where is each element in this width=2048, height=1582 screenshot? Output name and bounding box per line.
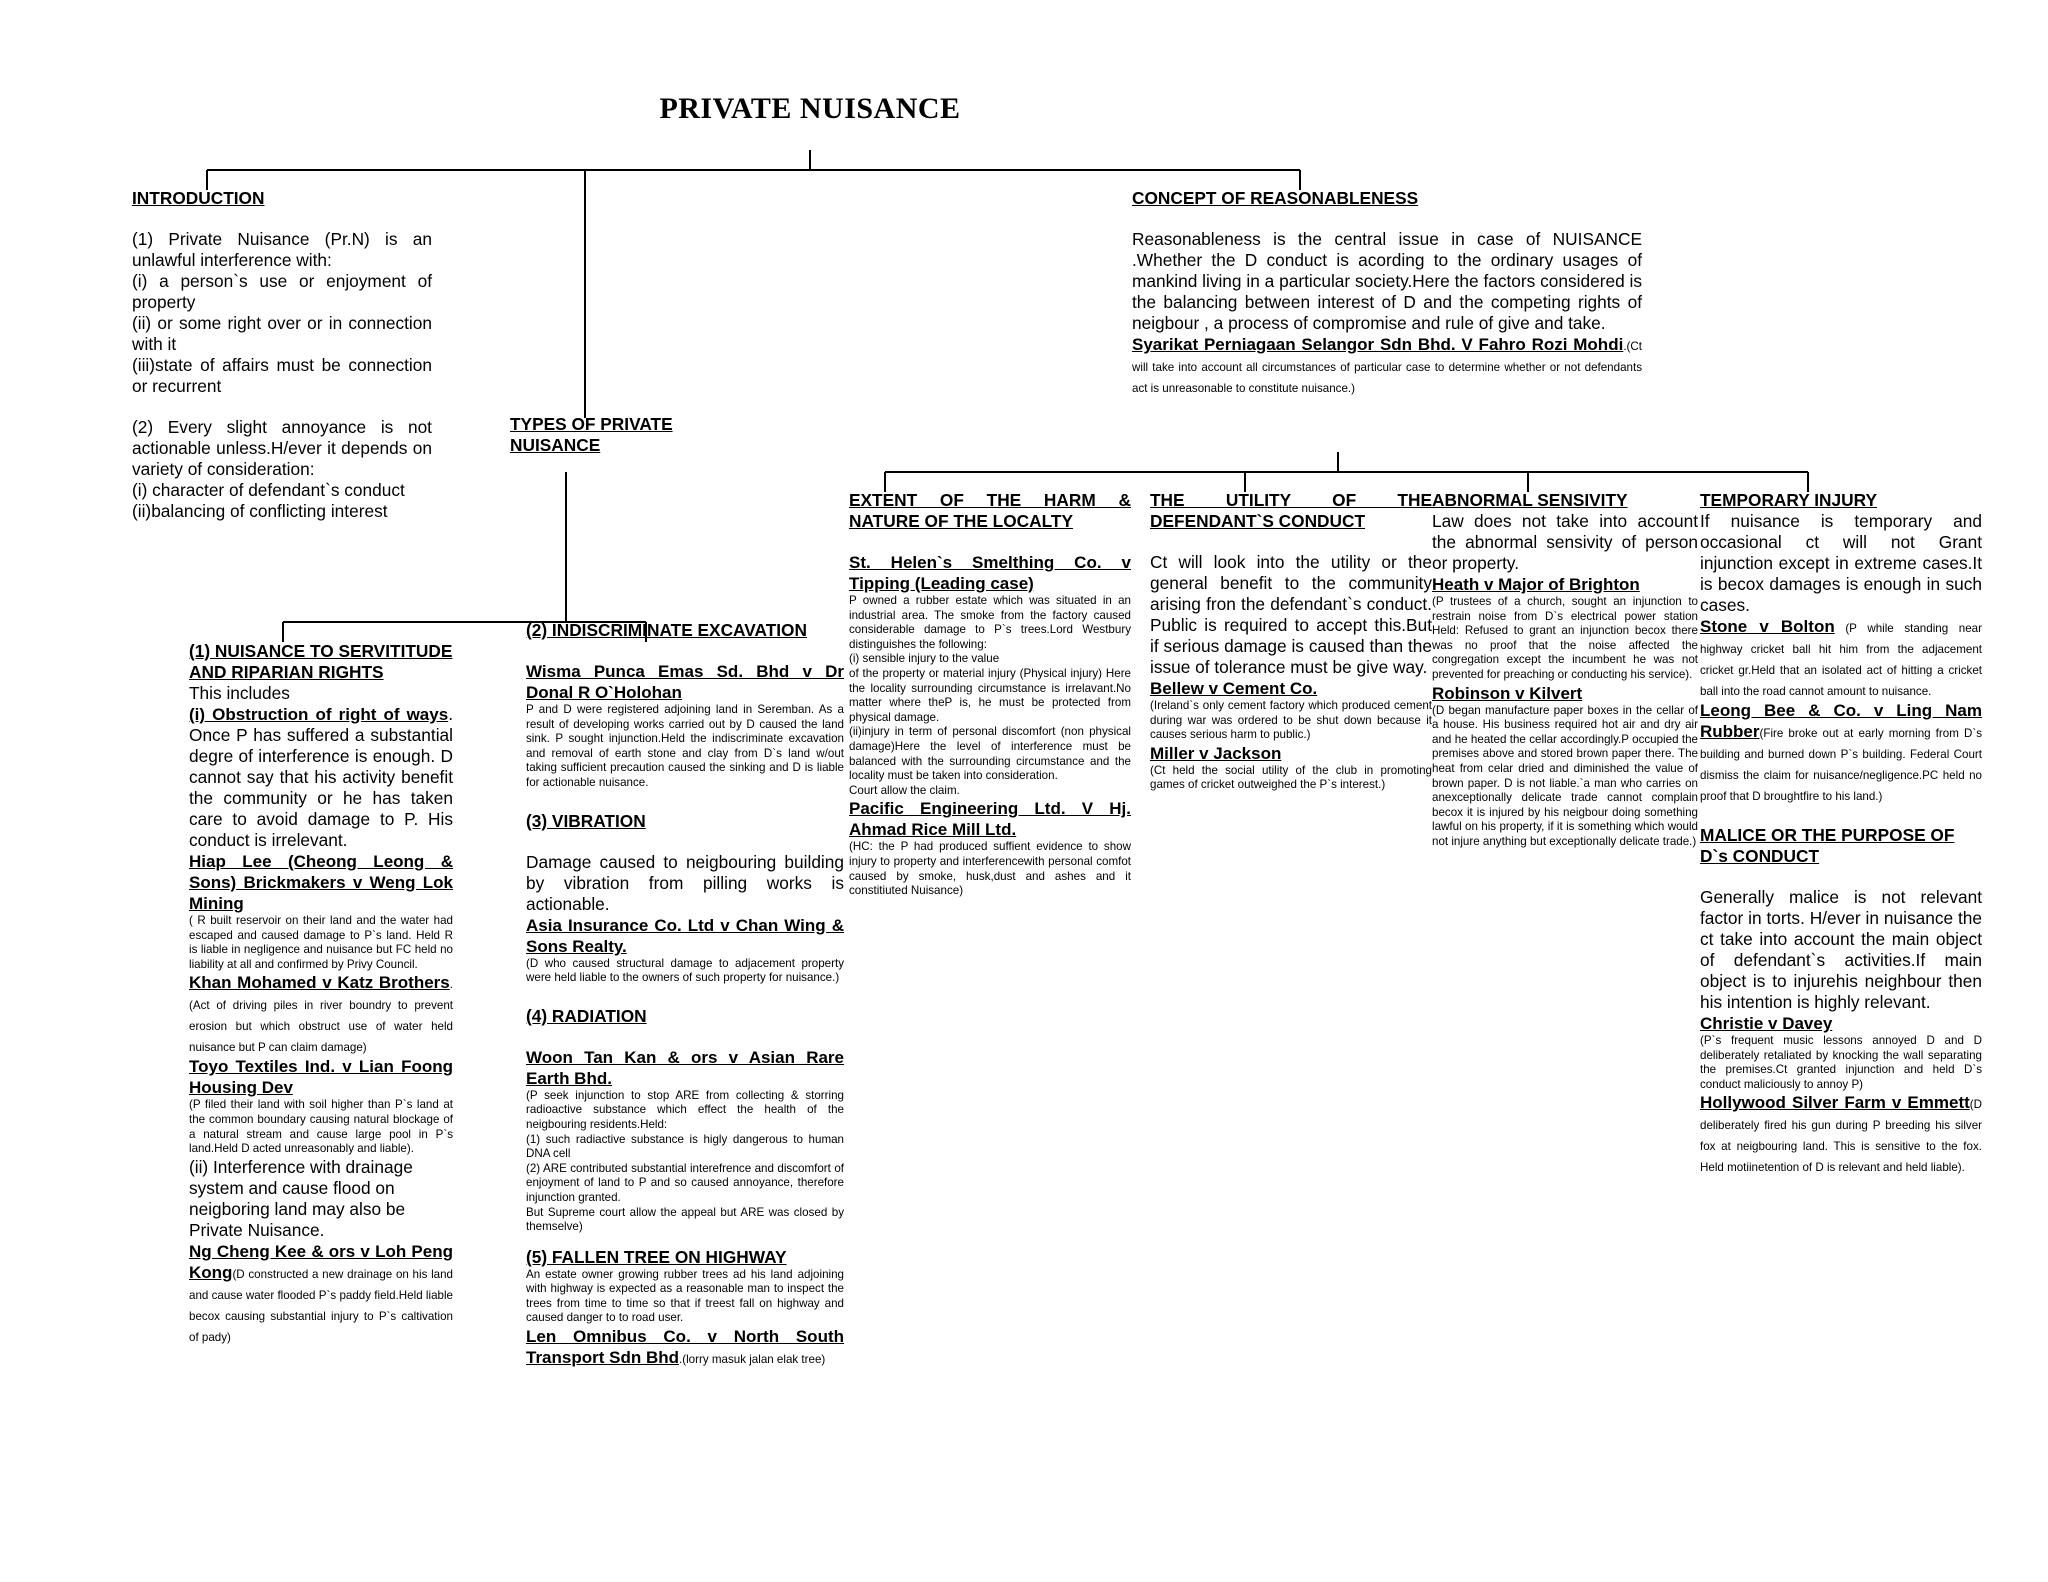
vibration-heading: (3) VIBRATION xyxy=(526,810,646,831)
servitude-case2-note: .(Act of driving piles in river boundry to prevent erosion but which obstruct use of water held nuisance but P can claim damage) xyxy=(189,978,453,1055)
excavation-column xyxy=(526,620,844,1368)
temporary-case2-note: (Fire broke out at early morning from D`s building and burned down P`s building. Federal Court dismiss the claim for nuisance/negligence.PC held no proof that D broughtfire to his land.) xyxy=(1700,727,1982,803)
concept-case: Syarikat Perniagaan Selangor Sdn Bhd. V Fahro Rozi Mohdi xyxy=(1132,335,1624,354)
excavation-case1-note: P and D were registered adjoining land in Seremban. As a result of developing works carried out by D caused the land sink. P sought injunction.Held the indiscriminate excavation and removal of earth stone and clay from D`s land w/out taking sufficient precaution caused the sinking and D is liable for actionable nuisance. xyxy=(526,703,844,789)
concept-text: Reasonableness is the central issue in case of NUISANCE .Whether the D conduct is acording to the ordinary usages of mankind living in a particular society.Here the factors considered is the balancing between interest of D and the competing rights of neigbour , a process of compromise and rule of give and take. xyxy=(1132,229,1642,333)
fallen-tree-case-note: .(lorry masuk jalan elak tree) xyxy=(679,1353,826,1367)
locality-case1-note: (i) sensible injury to the value xyxy=(849,652,1000,666)
intro-line: (ii) or some right over or in connection with it xyxy=(132,313,432,354)
concept-section xyxy=(1132,188,1642,397)
locality-case2: Pacific Engineering Ltd. V Hj. Ahmad Rice Mill Ltd. xyxy=(849,799,1131,840)
malice-heading: MALICE OR THE PURPOSE OF D`s CONDUCT xyxy=(1700,825,1955,866)
utility-case2-note: (Ct held the social utility of the club in promoting games of cricket outweighed the P`s interest.) xyxy=(1150,763,1432,792)
intro-line: (ii)balancing of conflicting interest xyxy=(132,501,388,521)
servitude-case2: Khan Mohamed v Katz Brothers xyxy=(189,973,450,993)
temporary-section xyxy=(1700,490,1982,1176)
radiation-case: Woon Tan Kan & ors v Asian Rare Earth Bhd. xyxy=(526,1047,844,1088)
servitude-case3: Toyo Textiles Ind. v Lian Foong Housing Dev xyxy=(189,1057,453,1098)
radiation-note: (2) ARE contributed substantial interefrence and discomfort of enjoyment of land to P and so caused annoyance, therefore injunction granted. xyxy=(526,1161,844,1204)
abnormal-case2-note: (D began manufacture paper boxes in the cellar of a house. His business required hot air and dry air and he heated the cellar accordingly.P occupied the premises above and stored brown paper there. The heat from celar dried and diminished the value of brown paper. D is not liable.`a man who carries on anexceptionally delicate trade cannot complain becox it is injured by his neigbour doing something lawful on his property, if it is something which would not injure anything but exceptionally delicate trade.) xyxy=(1432,703,1698,848)
utility-heading: THE UTILITY OF THE DEFENDANT`S CONDUCT xyxy=(1150,490,1432,531)
servitude-case4-note: (D constructed a new drainage on his land and cause water flooded P`s paddy field.Held liable becox causing substantial injury to P`s caltivation of pady) xyxy=(189,1267,453,1344)
intro-line: (iii)state of affairs must be connection or recurrent xyxy=(132,355,432,396)
locality-case2-note: (HC: the P had produced suffient evidence to show injury to property and interferencewith personal comfot caused by smoke, husk,dust and ashes and it constitiuted Nuisance) xyxy=(849,840,1131,898)
locality-case1: St. Helen`s Smelthing Co. v Tipping (Leading case) xyxy=(849,553,1131,593)
intro-line: (i) a person`s use or enjoyment of property xyxy=(132,271,432,312)
malice-case1: Christie v Davey xyxy=(1700,1014,1833,1033)
excavation-heading: (2) INDISCRIMINATE EXCAVATION xyxy=(526,620,807,640)
servitude-heading: (1) NUISANCE TO SERVITITUDE AND RIPARIAN RIGHTS xyxy=(189,641,453,682)
abnormal-case1-note: (P trustees of a church, sought an injunction to restrain noise from D`s electrical power station Held: Refused to grant an injunction becox there was no proof that the noise affected the congregation except the incumbent he was not prevented for preaching or conducting his service). xyxy=(1432,595,1698,681)
servitude-item2: (ii) Interference with drainage system and cause flood on neigboring land may also be Private Nuisance. xyxy=(189,1156,413,1240)
radiation-note: (P seek injunction to stop ARE from collecting & storring radioactive substance which effect the health of the neigbouring residents.Held: xyxy=(526,1088,844,1131)
radiation-note: (1) such radiactive substance is higly dangerous to human DNA cell xyxy=(526,1132,844,1161)
fallen-tree-case: Len Omnibus Co. v North South Transport Sdn Bhd xyxy=(526,1327,844,1368)
concept-heading: CONCEPT OF REASONABLENESS xyxy=(1132,188,1419,208)
types-heading: TYPES OF PRIVATE NUISANCE xyxy=(510,414,673,455)
concept-case-note: .(Ct will take into account all circumstances of particular case to determine whether or not defendants act is unreasonable to constitute nuisance.) xyxy=(1132,340,1642,395)
radiation-note: But Supreme court allow the appeal but ARE was closed by themselve) xyxy=(526,1205,844,1234)
fallen-tree-heading: (5) FALLEN TREE ON HIGHWAY xyxy=(526,1246,787,1267)
excavation-case1: Wisma Punca Emas Sd. Bhd v Dr Donal R O`Holohan xyxy=(526,662,844,702)
intro-line: (2) Every slight annoyance is not actionable unless.H/ever it depends on variety of consideration: xyxy=(132,417,432,479)
intro-section xyxy=(132,188,432,522)
locality-case1-note: P owned a rubber estate which was situated in an industrial area. The smoke from the factory caused considerable damage to P`s trees.Lord Westbury distinguishes the following: xyxy=(849,594,1131,651)
servitude-item1-text: . Once P has suffered a substantial degre of interference is enough. D cannot say that his activity benefit the community or he has taken care to avoid damage to P. His conduct is irrelevant. xyxy=(189,704,453,850)
servitude-case1: Hiap Lee (Cheong Leong & Sons) Brickmakers v Weng Lok Mining xyxy=(189,852,453,913)
locality-heading: EXTENT OF THE HARM & NATURE OF THE LOCALTY xyxy=(849,490,1131,531)
servitude-case4: Ng Cheng Kee & ors v Loh Peng Kong xyxy=(189,1241,453,1282)
intro-line: (1) Private Nuisance (Pr.N) is an unlawful interference with: xyxy=(132,229,432,270)
locality-case1-note: (ii)injury in term of personal discomfort (non physical damage)Here the level of interference must be balanced with the surrounding circumstance and the locality must be taken into consideration. xyxy=(849,725,1131,783)
radiation-heading: (4) RADIATION xyxy=(526,1005,647,1026)
abnormal-heading: ABNORMAL SENSIVITY xyxy=(1432,490,1628,510)
servitude-section xyxy=(189,641,453,1346)
temporary-heading: TEMPORARY INJURY xyxy=(1700,490,1877,510)
malice-case2-note: (D deliberately fired his gun during P breeding his silver fox at neigbouring land. This is sensitive to the fox. Held motiinetention of D is relevant and held liable). xyxy=(1700,1098,1982,1175)
servitude-case1-note: ( R built reservoir on their land and the water had escaped and caused damage to P`s land. Held R is liable in negligence and nuisance but FC held no liability at all and confirmed by Privy Council. xyxy=(189,914,453,971)
vibration-case: Asia Insurance Co. Ltd v Chan Wing & Sons Realty. xyxy=(526,915,844,956)
abnormal-case2: Robinson v Kilvert xyxy=(1432,683,1583,703)
temporary-case1: Stone v Bolton xyxy=(1700,617,1835,636)
temporary-text: If nuisance is temporary and occasional ct will not Grant injunction except in extreme cases.It is becox damages is enough in such cases. xyxy=(1700,511,1982,615)
locality-case1-note: of the property or material injury (Physical injury) Here the locality surrounding circumstance is irrelavant.No matter where theP is, he must be protected from physical damage. xyxy=(849,666,1131,724)
abnormal-text: Law does not take into account the abnormal sensivity of person or property. xyxy=(1432,511,1698,573)
locality-section xyxy=(849,490,1131,899)
intro-line: (i) character of defendant`s conduct xyxy=(132,480,405,500)
utility-case2: Miller v Jackson xyxy=(1150,743,1282,763)
utility-section xyxy=(1150,490,1432,793)
servitude-case3-note: (P filed their land with soil higher than P`s land at the common boundary causing natural blockage of a natural stream and cause large pool in P`s land.Held D acted unreasonably and liable). xyxy=(189,1098,453,1156)
intro-heading: INTRODUCTION xyxy=(132,188,265,208)
vibration-case-note: (D who caused structural damage to adjacement property were held liable to the owners of such property for nuisance.) xyxy=(526,956,844,985)
utility-text: Ct will look into the utility or the general benefit to the community arising fron the defendant`s conduct. Public is required to accept this.But if serious damage is caused than the issue of tolerance must be give way. xyxy=(1150,552,1432,677)
temporary-case2: Leong Bee & Co. v Ling Nam Rubber xyxy=(1700,701,1982,741)
utility-case1-note: (Ireland`s only cement factory which produced cement during war was ordered to be shut down because it causes serious harm to public.) xyxy=(1150,699,1432,742)
malice-text: Generally malice is not relevant factor in torts. H/ever in nuisance the ct take into account the main object of defendant`s activities.If main object is to injurehis neighbour then his intention is highly relevant. xyxy=(1700,887,1982,1012)
malice-case2: Hollywood Silver Farm v Emmett xyxy=(1700,1093,1970,1113)
abnormal-section xyxy=(1432,490,1698,850)
types-section xyxy=(510,414,695,456)
vibration-text: Damage caused to neigbouring building by vibration from pilling works is actionable. xyxy=(526,851,844,914)
malice-case1-note: (P`s frequent music lessons annoyed D and D deliberately retaliated by knocking the wall separating the premises.Ct granted injunction and held D`s conduct maliciously to annoy P) xyxy=(1700,1034,1982,1091)
page-title: PRIVATE NUISANCE xyxy=(659,92,961,125)
fallen-tree-text: An estate owner growing rubber trees ad his land adjoining with highway is expected as a reasonable man to inspect the trees from time to time so that if treest fall on highway and caused danger to to road user. xyxy=(526,1267,844,1325)
abnormal-case1: Heath v Major of Brighton xyxy=(1432,575,1640,594)
servitude-item1-link: (i) Obstruction of right of ways xyxy=(189,705,449,724)
temporary-case1-note: (P while standing near highway cricket ball hit him from the adjacement cricket gr.Held that an isolated act of hitting a cricket ball into the road cannot amount to nuisance. xyxy=(1700,622,1982,698)
servitude-includes: This includes xyxy=(189,683,290,703)
utility-case1: Bellew v Cement Co. xyxy=(1150,679,1318,698)
locality-case1-note: Court allow the claim. xyxy=(849,783,960,797)
